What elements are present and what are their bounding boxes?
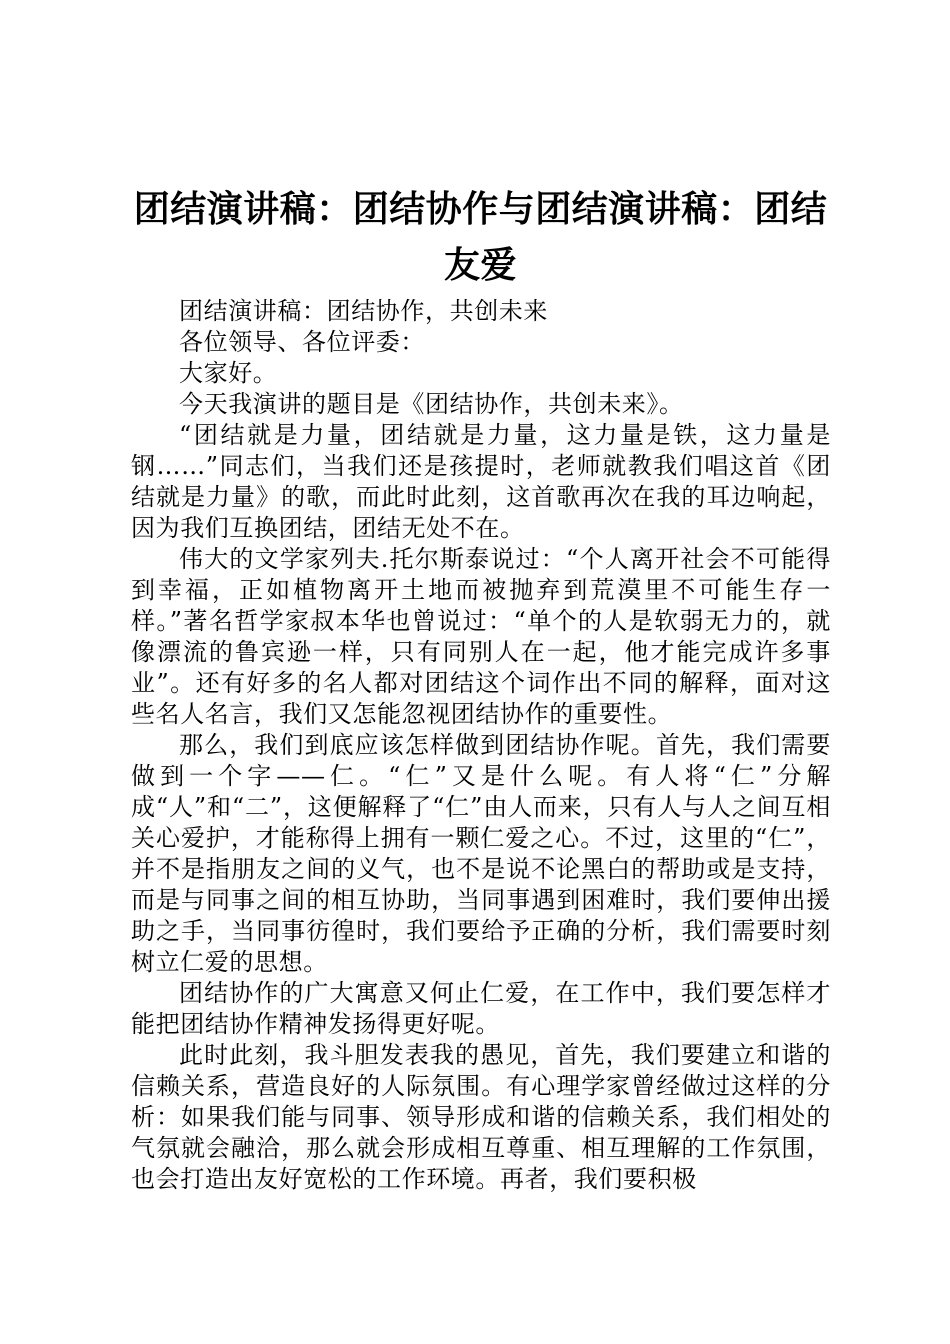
paragraph-subtitle: 团结演讲稿：团结协作，共创未来 bbox=[179, 297, 548, 325]
document-title: 团结演讲稿：团结协作与团结演讲稿：团结友爱 bbox=[133, 189, 828, 286]
document-body bbox=[131, 296, 831, 1195]
paragraph-salutation: 各位领导、各位评委： bbox=[179, 328, 425, 356]
paragraph: 那么，我们到底应该怎样做到团结协作呢。首先，我们需要做到一个字——仁。“仁”又是什么呢。有人将“仁”分解成“人”和“二”，这便解释了“仁”由人而来，只有人与人之间互相关心爱护，才能称得上拥有一颗仁爱之心。不过，这里的“仁”，并不是指朋友之间的义气，也不是说不论黑白的帮助或是支持，而是与同事之间的相互协助，当同事遇到困难时，我们要伸出援助之手，当同事彷徨时，我们要给予正确的分析，我们需要时刻树立仁爱的思想。 bbox=[131, 731, 831, 976]
paragraph: 伟大的文学家列夫.托尔斯泰说过：“个人离开社会不可能得到幸福，正如植物离开土地而被抛弃到荒漠里不可能生存一样。”著名哲学家叔本华也曾说过：“单个的人是软弱无力的，就像漂流的鲁宾逊一样，只有同别人在一起，他才能完成许多事业”。还有好多的名人都对团结这个词作出不同的解释，面对这些名人名言，我们又怎能忽视团结协作的重要性。 bbox=[131, 545, 831, 728]
paragraph-topic: 今天我演讲的题目是《团结协作，共创未来》。 bbox=[179, 390, 684, 418]
paragraph: 此时此刻，我斗胆发表我的愚见，首先，我们要建立和谐的信赖关系，营造良好的人际氛围。有心理学家曾经做过这样的分析：如果我们能与同事、领导形成和谐的信赖关系，我们相处的气氛就会融洽，那么就会形成相互尊重、相互理解的工作氛围，也会打造出友好宽松的工作环境。再者，我们要积极 bbox=[131, 1041, 831, 1193]
paragraph: “团结就是力量，团结就是力量，这力量是铁，这力量是钢……”同志们，当我们还是孩提时，老师就教我们唱这首《团结就是力量》的歌，而此时此刻，这首歌再次在我的耳边响起，因为我们互换团结，团结无处不在。 bbox=[131, 421, 831, 542]
paragraph: 团结协作的广大寓意又何止仁爱，在工作中，我们要怎样才能把团结协作精神发扬得更好呢。 bbox=[131, 979, 831, 1038]
paragraph-greeting: 大家好。 bbox=[179, 359, 278, 387]
